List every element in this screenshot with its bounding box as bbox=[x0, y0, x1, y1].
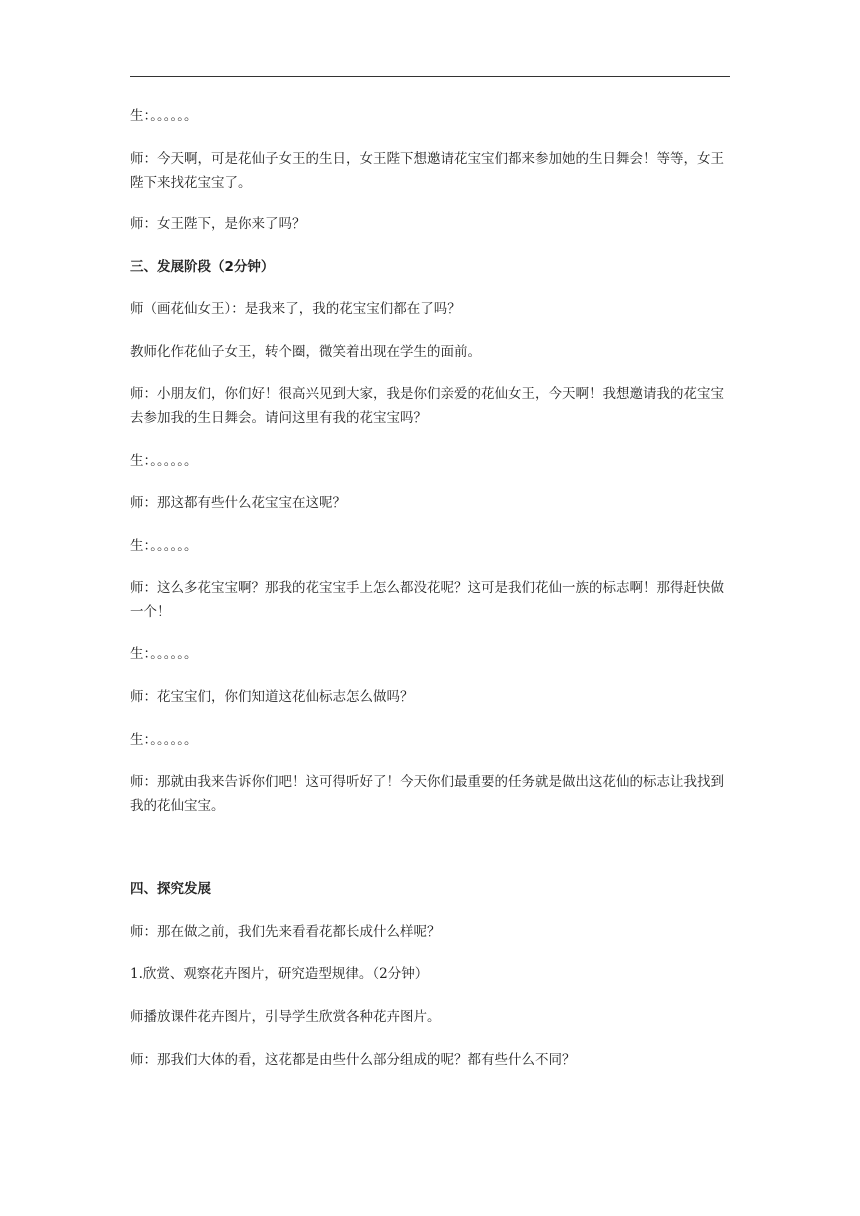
header-rule bbox=[130, 76, 730, 77]
paragraph: 师：那我们大体的看，这花都是由些什么部分组成的呢？都有些什么不同？ bbox=[130, 1052, 576, 1068]
paragraph: 师：那在做之前，我们先来看看花都长成什么样呢？ bbox=[130, 924, 441, 940]
paragraph: 师：今天啊，可是花仙子女王的生日，女王陛下想邀请花宝宝们都来参加她的生日舞会！等等，女王陛下来找花宝宝了。 bbox=[130, 151, 724, 191]
paragraph: 生：。。。。。。 bbox=[130, 108, 198, 124]
paragraph: 教师化作花仙子女王，转个圈，微笑着出现在学生的面前。 bbox=[130, 344, 481, 360]
paragraph: 师：女王陛下，是你来了吗？ bbox=[130, 216, 306, 232]
paragraph: 生：。。。。。。 bbox=[130, 646, 198, 662]
paragraph: 师：小朋友们，你们好！很高兴见到大家，我是你们亲爱的花仙女王，今天啊！我想邀请我的花宝宝去参加我的生日舞会。请问这里有我的花宝宝吗？ bbox=[130, 386, 724, 426]
paragraph: 1.欣赏、观察花卉图片，研究造型规律。（2分钟） bbox=[130, 966, 429, 982]
paragraph: 师播放课件花卉图片，引导学生欣赏各种花卉图片。 bbox=[130, 1009, 441, 1025]
paragraph: 师：花宝宝们，你们知道这花仙标志怎么做吗？ bbox=[130, 689, 414, 705]
section-heading: 四、探究发展 bbox=[130, 881, 211, 897]
paragraph: 师（画花仙女王）：是我来了，我的花宝宝们都在了吗？ bbox=[130, 301, 461, 317]
section-heading: 三、发展阶段（2分钟） bbox=[130, 259, 275, 275]
paragraph: 师：那就由我来告诉你们吧！这可得听好了！今天你们最重要的任务就是做出这花仙的标志让我找到我的花仙宝宝。 bbox=[130, 774, 724, 814]
paragraph: 师：这么多花宝宝啊？那我的花宝宝手上怎么都没花呢？这可是我们花仙一族的标志啊！那得赶快做一个！ bbox=[130, 580, 724, 620]
paragraph: 师：那这都有些什么花宝宝在这呢？ bbox=[130, 495, 346, 511]
paragraph: 生：。。。。。。 bbox=[130, 538, 198, 554]
paragraph: 生：。。。。。。 bbox=[130, 453, 198, 469]
paragraph: 生：。。。。。。 bbox=[130, 732, 198, 748]
